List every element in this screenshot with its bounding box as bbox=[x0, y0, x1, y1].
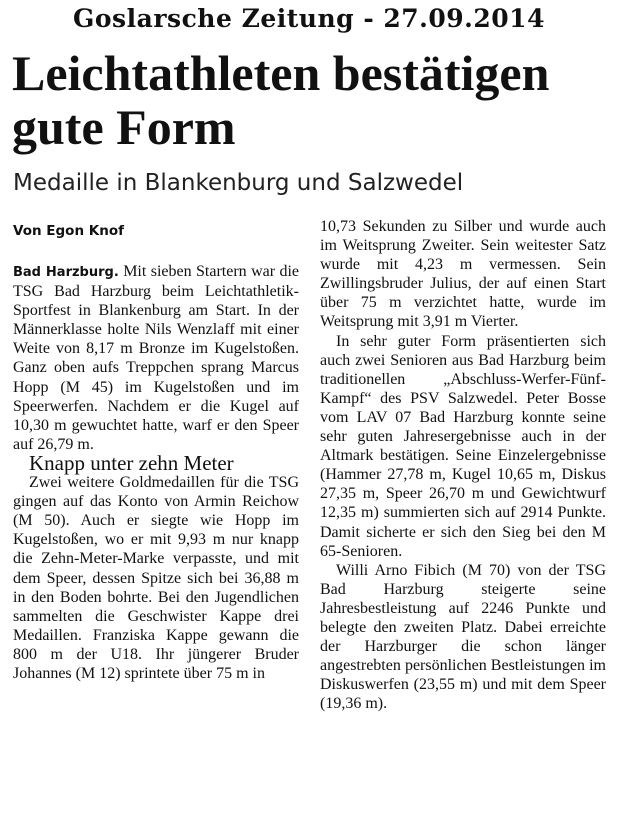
paragraph-4: In sehr guter Form präsentierten sich auch zwei Senioren aus Bad Harzburg beim traditionellen „Abschluss-Werfer-Fünf-Kampf“ des PSV Salzwedel. Peter Bosse vom LAV 07 Bad Harzburg konnte seine sehr guten Jahresergebnisse auch in der Altmark bestätigen. Seine Einzelergebnisse (Hammer 27,78 m, Kugel 10,65 m, Diskus 27,35 m, Speer 26,70 m und Gewichtwurf 12,35 m) summierten sich auf 2914 Punkte. Damit sicherte er sich den Sieg bei den M 65-Senioren. bbox=[320, 332, 606, 560]
paragraph-2: Zwei weitere Goldmedaillen für die TSG gingen auf das Konto von Armin Reichow (M 50). Auch er siegte wie Hopp im Kugelstoßen, wo er mit 9,93 m nur knapp die Zehn-Meter-Marke verpasste, und mit dem Speer, dessen Spitze sich bei 36,88 m in den Boden bohrte. Bei den Jugendlichen sammelten die Geschwister Kappe drei Medaillen. Franziska Kappe gewann die 800 m der U18. Ihr jüngerer Bruder Johannes (M 12) sprintete über 75 m in bbox=[13, 474, 299, 682]
dateline: Bad Harzburg. bbox=[13, 265, 119, 280]
paragraph-1-text: Mit sieben Startern war die TSG Bad Harzburg beim Leichtathletik-Sportfest in Blankenburg am Start. In der Männerklasse holte Nils Wenzlaff mit einer Weite von 8,17 m Bronze im Kugelstoßen. Ganz oben aufs Treppchen sprang Marcus Hopp (M 45) im Kugelstoßen und im Speerwerfen. Nachdem er die Kugel auf 10,30 m gewuchtet hatte, warf er den Speer auf 26,79 m. bbox=[13, 263, 300, 453]
article-column-left bbox=[13, 262, 299, 683]
subheadline: Medaille in Blankenburg und Salzwedel bbox=[13, 170, 464, 196]
section-subheading: Knapp unter zehn Meter bbox=[29, 450, 234, 475]
masthead: Goslarsche Zeitung - 27.09.2014 bbox=[73, 4, 545, 33]
headline: Leichtathleten bestätigen gute Form bbox=[12, 45, 550, 155]
paragraph-1 bbox=[13, 262, 299, 454]
paragraph-3: 10,73 Sekunden zu Silber und wurde auch im Weitsprung Zweiter. Sein weitester Satz wurde mit 4,23 m vermessen. Sein Zwillingsbruder Julius, der auf einen Start über 75 m verzichtet hatte, wurde im Weitsprung mit 3,91 m Vierter. bbox=[320, 218, 606, 331]
byline: Von Egon Knof bbox=[13, 223, 124, 239]
article-column-right bbox=[320, 217, 606, 713]
paragraph-5: Willi Arno Fibich (M 70) von der TSG Bad Harzburg steigerte seine Jahresbestleistung auf 2246 Punkte und belegte den zweiten Platz. Dabei erreichte der Harzburger die schon länger angestrebten persönlichen Bestleistungen im Diskuswerfen (23,55 m) und mit dem Speer (19,36 m). bbox=[320, 561, 606, 713]
